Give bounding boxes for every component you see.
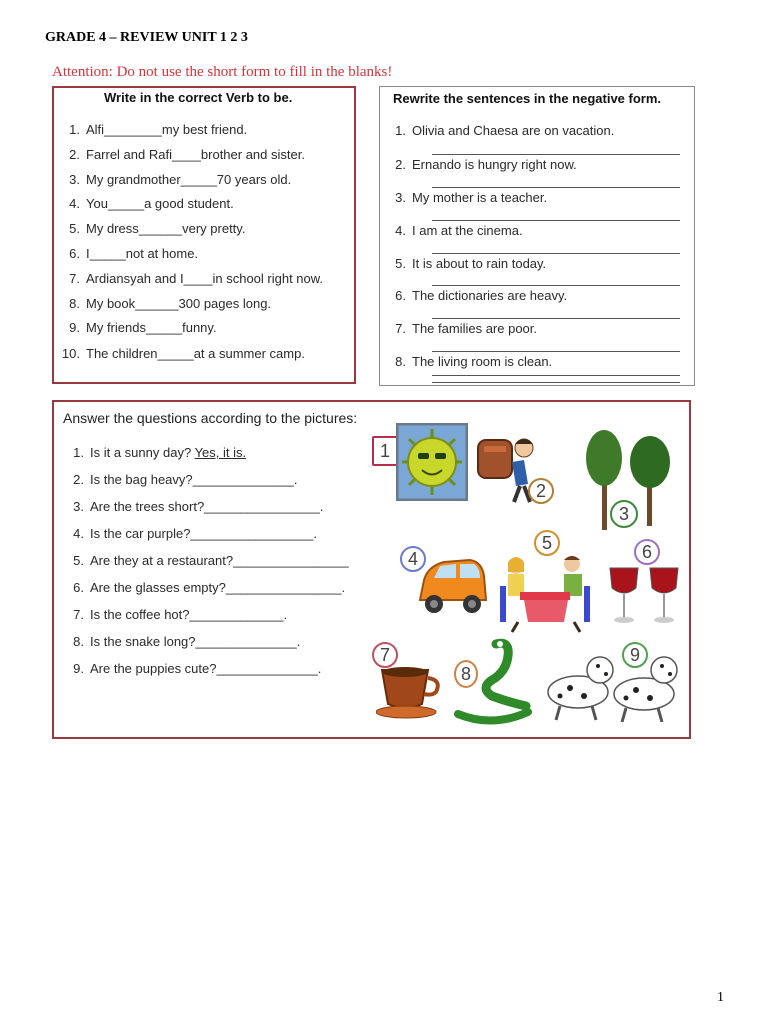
picture-question: 9. Are the puppies cute?______________. bbox=[73, 661, 322, 676]
answer-line[interactable] bbox=[432, 154, 680, 155]
verb-item: 2. Farrel and Rafi____brother and sister. bbox=[69, 147, 305, 162]
negative-section-heading: Rewrite the sentences in the negative form. bbox=[393, 91, 662, 106]
page-number: 1 bbox=[717, 990, 724, 1005]
wine-glasses-icon bbox=[606, 564, 686, 628]
verb-item: 4. You_____a good student. bbox=[69, 196, 234, 211]
orange-car-icon bbox=[414, 552, 490, 622]
verb-section-heading: Write in the correct Verb to be. bbox=[104, 90, 293, 105]
negative-form-box bbox=[379, 86, 695, 386]
answer-line[interactable] bbox=[432, 253, 680, 254]
verb-item: 6. I_____not at home. bbox=[69, 246, 199, 261]
answer-line[interactable] bbox=[432, 351, 680, 352]
restaurant-couple-icon bbox=[498, 552, 594, 634]
sun-icon bbox=[396, 423, 468, 501]
picture-number-6: 6 bbox=[634, 539, 660, 565]
picture-number-8: 8 bbox=[454, 660, 478, 688]
picture-number-3: 3 bbox=[610, 500, 638, 528]
picture-question: 8. Is the snake long?______________. bbox=[73, 634, 301, 649]
picture-number-2: 2 bbox=[528, 478, 554, 504]
verb-item: 8. My book______300 pages long. bbox=[69, 296, 272, 311]
negative-item: 7. The families are poor. bbox=[395, 321, 538, 336]
verb-to-be-box bbox=[52, 86, 356, 384]
dalmatian-puppies-icon bbox=[540, 648, 682, 724]
answer-line[interactable] bbox=[432, 318, 680, 319]
negative-item: 5. It is about to rain today. bbox=[395, 256, 547, 271]
negative-item: 6. The dictionaries are heavy. bbox=[395, 288, 568, 303]
verb-item: 9. My friends_____funny. bbox=[69, 320, 217, 335]
picture-question: 1. Is it a sunny day? Yes, it is. bbox=[73, 445, 247, 460]
answer-line[interactable] bbox=[432, 382, 680, 383]
answer-line[interactable] bbox=[432, 220, 680, 221]
negative-item: 2. Ernando is hungry right now. bbox=[395, 157, 577, 172]
picture-question: 5. Are they at a restaurant?________________ bbox=[73, 553, 349, 568]
snake-icon bbox=[452, 636, 534, 726]
answer-line[interactable] bbox=[432, 375, 680, 376]
picture-question: 6. Are the glasses empty?________________. bbox=[73, 580, 346, 595]
negative-item: 8. The living room is clean. bbox=[395, 354, 553, 369]
attention-note: Attention: Do not use the short form to fill in the blanks! bbox=[52, 64, 393, 80]
negative-item: 3. My mother is a teacher. bbox=[395, 190, 548, 205]
picture-number-1: 1 bbox=[372, 436, 398, 466]
picture-number-9: 9 bbox=[622, 642, 648, 668]
negative-item: 1. Olivia and Chaesa are on vacation. bbox=[395, 123, 615, 138]
negative-item: 4. I am at the cinema. bbox=[395, 223, 523, 238]
picture-questions-box bbox=[52, 400, 691, 739]
verb-item: 5. My dress______very pretty. bbox=[69, 221, 246, 236]
answer-line[interactable] bbox=[432, 187, 680, 188]
document-title: GRADE 4 – REVIEW UNIT 1 2 3 bbox=[45, 30, 248, 45]
verb-item: 3. My grandmother_____70 years old. bbox=[69, 172, 292, 187]
verb-item: 1. Alfi________my best friend. bbox=[69, 122, 248, 137]
picture-question: 7. Is the coffee hot?_____________. bbox=[73, 607, 288, 622]
verb-item: 10. The children_____at a summer camp. bbox=[61, 346, 305, 361]
answer-line[interactable] bbox=[432, 285, 680, 286]
coffee-cup-icon bbox=[376, 664, 450, 720]
picture-section-heading: Answer the questions according to the pictures: bbox=[63, 410, 358, 426]
picture-number-5: 5 bbox=[534, 530, 560, 556]
picture-question: 2. Is the bag heavy?______________. bbox=[73, 472, 298, 487]
picture-question: 4. Is the car purple?_________________. bbox=[73, 526, 317, 541]
verb-item: 7. Ardiansyah and I____in school right now. bbox=[69, 271, 324, 286]
picture-number-4: 4 bbox=[400, 546, 426, 572]
picture-number-7: 7 bbox=[372, 642, 398, 668]
picture-question: 3. Are the trees short?________________. bbox=[73, 499, 324, 514]
